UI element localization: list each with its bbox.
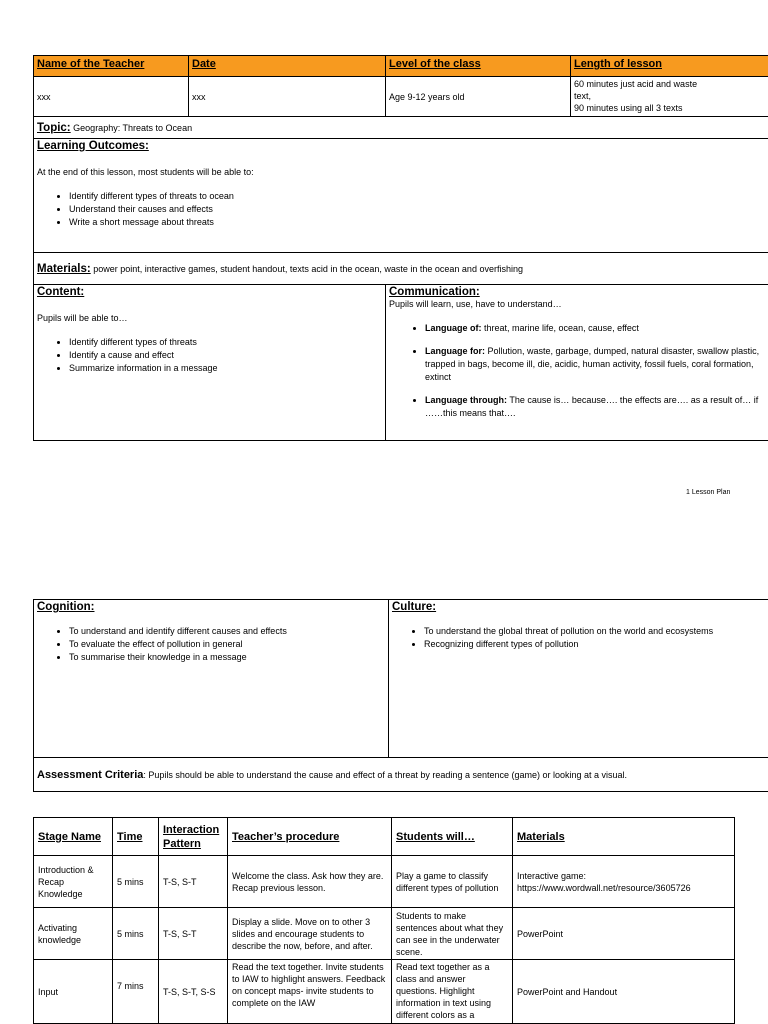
list-item: • Summarize information in a message — [69, 362, 382, 375]
length-line-3: 90 minutes using all 3 texts — [574, 103, 683, 113]
header-length: Length of lesson — [571, 56, 768, 77]
lesson-plan-table-2 — [33, 599, 768, 792]
list-item: • To understand and identify different causes and effects — [69, 625, 385, 638]
students-cell: Read text together as a class and answer questions. Highlight information in text using different colors as a — [392, 960, 513, 1024]
topic-value: Geography: Threats to Ocean — [73, 122, 193, 133]
materials-header: Materials — [513, 818, 735, 856]
topic-row — [34, 117, 768, 139]
students-cell: Play a game to classify different types of pollution — [392, 856, 513, 908]
interaction-header: Interaction Pattern — [159, 818, 228, 856]
teacher-cell: Read the text together. Invite students to IAW to highlight answers. Feedback on concept maps- invite students to complete on the IAW — [228, 960, 392, 1024]
length-line-2: text, — [574, 91, 592, 101]
learning-outcomes-intro: At the end of this lesson, most students will be able to: — [37, 167, 254, 177]
materials-label: Materials: — [37, 262, 91, 275]
list-item: • Write a short message about threats — [69, 216, 768, 229]
content-label: Content: — [37, 286, 85, 298]
learning-outcomes-label: Learning Outcomes: — [37, 140, 149, 152]
materials-value: power point, interactive games, student handout, texts acid in the ocean, waste in the ocean and overfishing — [93, 263, 523, 274]
language-through-label: Language through: — [425, 395, 507, 405]
header-level: Level of the class — [386, 56, 571, 77]
time-cell: 5 mins — [113, 856, 159, 908]
learning-outcomes-list — [37, 190, 768, 229]
language-for-label: Language for: — [425, 346, 485, 356]
time-cell: 5 mins — [113, 908, 159, 960]
culture-list — [392, 625, 768, 651]
stage-cell: Input — [34, 960, 113, 1024]
list-item — [425, 345, 768, 384]
list-item: • To understand the global threat of pollution on the world and ecosystems — [424, 625, 744, 638]
table-row — [34, 908, 735, 960]
students-will-header: Students will… — [392, 818, 513, 856]
date-value: xxx — [189, 77, 386, 117]
list-item: • Understand their causes and effects — [69, 203, 768, 216]
length-line-1: 60 minutes just acid and waste — [574, 79, 698, 89]
materials-cell: PowerPoint — [513, 908, 735, 960]
length-value — [571, 77, 768, 117]
stage-cell: Introduction & Recap Knowledge — [34, 856, 113, 908]
list-item: • To evaluate the effect of pollution in general — [69, 638, 385, 651]
list-item — [425, 394, 768, 420]
teacher-cell: Welcome the class. Ask how they are. Recap previous lesson. — [228, 856, 392, 908]
communication-intro: Pupils will learn, use, have to understand… — [389, 299, 562, 309]
list-item: • Identify different types of threats to ocean — [69, 190, 768, 203]
content-intro: Pupils will be able to… — [37, 313, 128, 323]
assessment-label: Assessment Criteria — [37, 768, 144, 781]
cognition-label: Cognition: — [37, 601, 95, 613]
stage-name-header: Stage Name — [34, 818, 113, 856]
teacher-value: xxx — [34, 77, 189, 117]
content-cell — [34, 285, 386, 441]
time-header: Time — [113, 818, 159, 856]
language-of-text: threat, marine life, ocean, cause, effect — [484, 323, 639, 333]
language-of-label: Language of: — [425, 323, 482, 333]
stage-cell: Activating knowledge — [34, 908, 113, 960]
assessment-value: : Pupils should be able to understand the cause and effect of a threat by reading a sentence (game) or looking at a visual. — [143, 769, 628, 780]
students-cell: Students to make sentences about what they can see in the underwater scene. — [392, 908, 513, 960]
table-row — [34, 856, 735, 908]
stages-table — [33, 817, 735, 1024]
list-item: • Identify a cause and effect — [69, 349, 382, 362]
cognition-cell — [34, 600, 389, 758]
culture-cell — [389, 600, 768, 758]
materials-cell: PowerPoint and Handout — [513, 960, 735, 1024]
list-item: • To summarise their knowledge in a message — [69, 651, 385, 664]
list-item: • Identify different types of threats — [69, 336, 382, 349]
language-for-text: Pollution, waste, garbage, dumped, natural disaster, swallow plastic, trapped in bags, become ill, die, acidic, human activity, fossil fuels, coral formation, extinct — [425, 346, 760, 382]
topic-label: Topic: — [37, 121, 71, 134]
language-through-text: The cause is… because…. the effects are…. as a result of… if ……this means that…. — [425, 395, 759, 418]
teacher-cell: Display a slide. Move on to other 3 slides and encourage students to describe the now, before, and after. — [228, 908, 392, 960]
communication-list — [389, 322, 768, 420]
page-footer: 1 Lesson Plan — [686, 489, 731, 496]
pattern-cell: T-S, S-T — [159, 856, 228, 908]
content-list — [37, 336, 382, 375]
header-date: Date — [189, 56, 386, 77]
assessment-row — [34, 758, 768, 792]
level-value: Age 9-12 years old — [386, 77, 571, 117]
cognition-list — [37, 625, 385, 664]
culture-label: Culture: — [392, 601, 437, 613]
communication-cell — [386, 285, 768, 441]
pattern-cell: T-S, S-T — [159, 908, 228, 960]
lesson-plan-table — [33, 55, 768, 441]
list-item: • Recognizing different types of pollution — [424, 638, 744, 651]
materials-row — [34, 253, 768, 285]
time-cell: 7 mins — [113, 960, 159, 1024]
learning-outcomes-cell — [34, 139, 768, 253]
table-row — [34, 960, 735, 1024]
header-teacher: Name of the Teacher — [34, 56, 189, 77]
materials-cell: Interactive game: https://www.wordwall.net/resource/3605726 — [513, 856, 735, 908]
pattern-cell: T-S, S-T, S-S — [159, 960, 228, 1024]
teacher-procedure-header: Teacher’s procedure — [228, 818, 392, 856]
communication-label: Communication: — [389, 286, 480, 298]
list-item — [425, 322, 768, 335]
